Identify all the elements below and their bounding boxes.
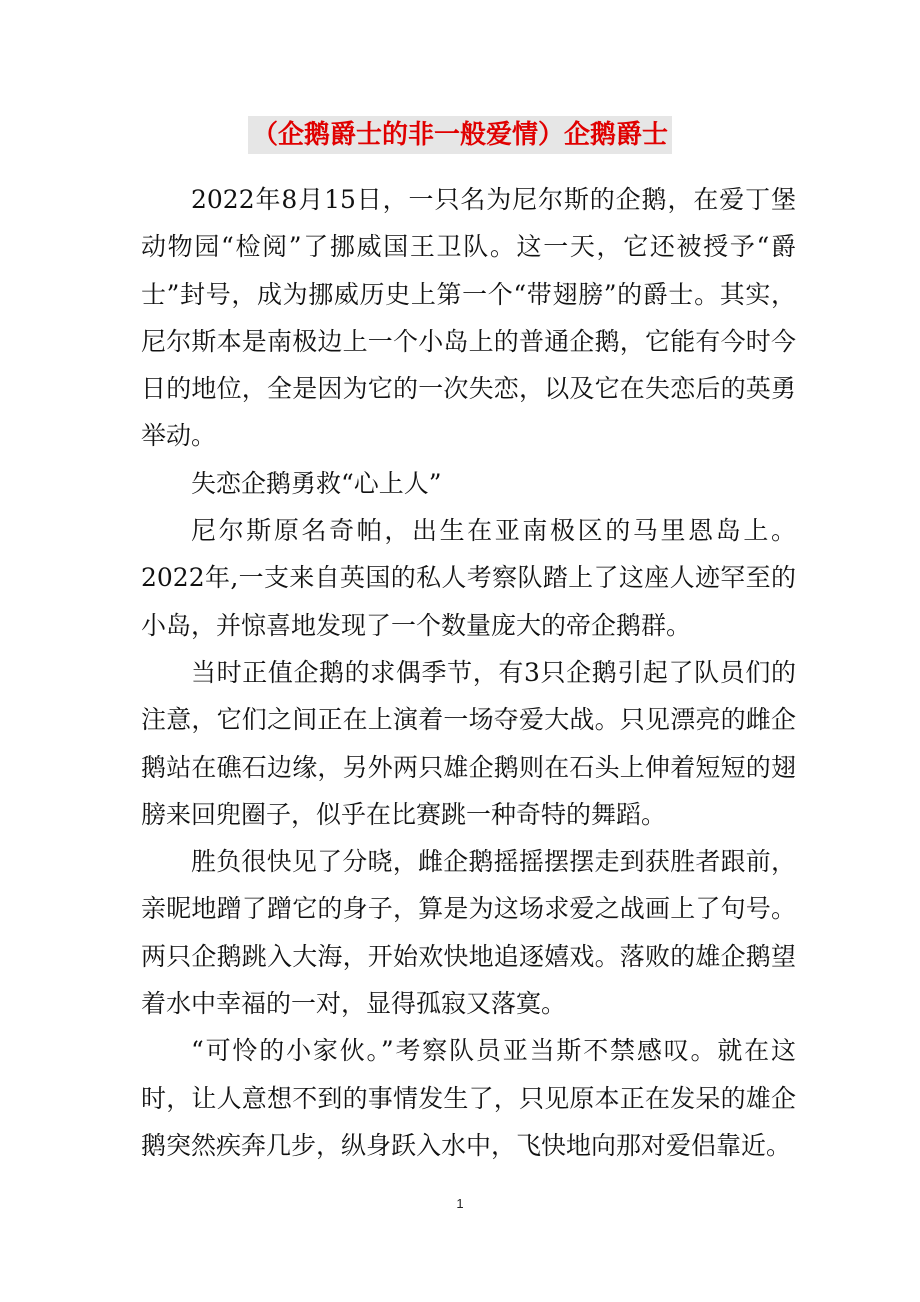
article-body (141, 176, 796, 1169)
paragraph: 当时正值企鹅的求偶季节，有3只企鹅引起了队员们的注意，它们之间正在上演着一场夺爱大战。只见漂亮的雌企鹅站在礁石边缘，另外两只雄企鹅则在石头上伸着短短的翅膀来回兜圈子，似乎在比赛跳一种奇特的舞蹈。 (141, 657, 796, 829)
paragraph: 胜负很快见了分晓，雌企鹅摇摇摆摆走到获胜者跟前，亲昵地蹭了蹭它的身子，算是为这场求爱之战画上了句号。两只企鹅跳入大海，开始欢快地追逐嬉戏。落败的雄企鹅望着水中幸福的一对，显得孤寂又落寞。 (141, 847, 796, 1019)
section-heading: 失恋企鹅勇救“心上人” (191, 468, 442, 498)
paragraph: 2022年8月15日，一只名为尼尔斯的企鹅，在爱丁堡动物园“检阅”了挪威国王卫队。这一天，它还被授予“爵士”封号，成为挪威历史上第一个“带翅膀”的爵士。其实，尼尔斯本是南极边上一个小岛上的普通企鹅，它能有今时今日的地位，全是因为它的一次失恋，以及它在失恋后的英勇举动。 (141, 185, 796, 451)
document-title: （企鹅爵士的非一般爱情）企鹅爵士 (248, 116, 672, 154)
paragraph: 尼尔斯原名奇帕，出生在亚南极区的马里恩岛上。2022年,一支来自英国的私人考察队踏上了这座人迹罕至的小岛，并惊喜地发现了一个数量庞大的帝企鹅群。 (141, 516, 796, 640)
page-number: 1 (456, 1196, 464, 1211)
paragraph: “可怜的小家伙。”考察队员亚当斯不禁感叹。就在这时，让人意想不到的事情发生了，只见原本正在发呆的雄企鹅突然疾奔几步，纵身跃入水中，飞快地向那对爱侣靠近。 (141, 1036, 796, 1160)
title-container (0, 116, 920, 154)
